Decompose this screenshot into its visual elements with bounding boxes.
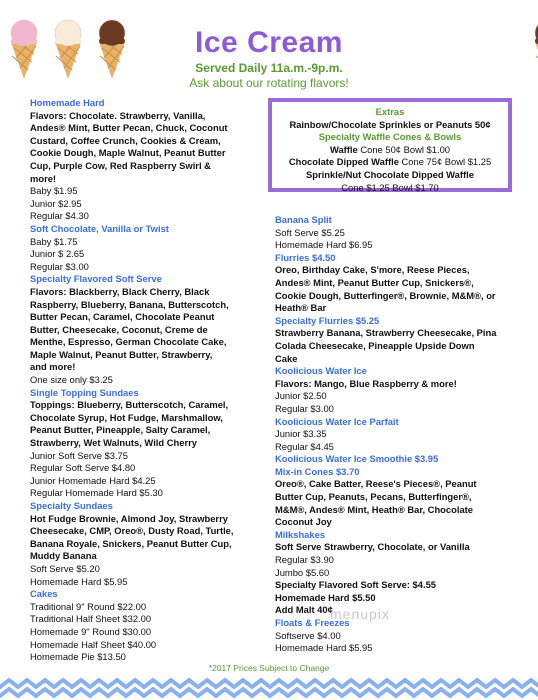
menu-line: Soft Serve $5.25 [275, 226, 345, 238]
menu-line: Raspberry, Blueberry, Banana, Butterscotch, [30, 298, 229, 310]
menu-line: Butter Cup, Peanuts, Pecans, Butterfinger®, [275, 491, 472, 503]
menu-line: Regular $4.30 [30, 210, 89, 222]
extras-box [268, 98, 512, 192]
extras-line-rest: Cone 75¢ Bowl $1.25 [398, 156, 492, 168]
menu-line: Andes® Mint, Butter Pecan, Chuck, Coconut [30, 122, 228, 134]
menu-line: Cake [275, 352, 298, 364]
menu-line: Homemade Half Sheet $40.00 [30, 638, 157, 650]
menu-line: M&M®, Andes® Mint, Heath® Bar, Chocolate [275, 503, 473, 515]
menu-line: Homemade Pie $13.50 [30, 651, 126, 663]
menu-line: Flavors: Mango, Blue Raspberry & more! [275, 377, 457, 389]
section-heading: Flurries $4.50 [275, 251, 336, 263]
menu-line: Junior $3.35 [275, 428, 327, 440]
menu-line: Soft Serve Strawberry, Chocolate, or Vanilla [275, 541, 470, 553]
extras-line: Rainbow/Chocolate Sprinkles or Peanuts 50¢ [289, 118, 491, 130]
menu-line: Butter, Cheesecake, Coconut, Creme de [30, 323, 208, 335]
menu-line: Maple Walnut, Peanut Butter, Strawberry, [30, 348, 213, 360]
menu-left-column [30, 97, 242, 664]
menu-line: Cookie Dough, Maple Walnut, Peanut Butter [30, 147, 226, 159]
menu-line: Baby $1.95 [30, 185, 78, 197]
menu-line: Regular $4.45 [275, 440, 334, 452]
menu-line: Hot Fudge Brownie, Almond Joy, Strawberry [30, 512, 228, 524]
menu-line: and more! [30, 361, 76, 373]
menu-line: Junior $ 2.65 [30, 248, 85, 260]
section-heading: Specialty Flurries $5.25 [275, 314, 380, 326]
menu-line: Heath® Bar [275, 302, 327, 314]
extras-line: Sprinkle/Nut Chocolate Dipped Waffle [306, 168, 474, 180]
extras-title: Extras [375, 106, 405, 117]
section-heading: Banana Split [275, 214, 332, 225]
menu-line: Homemade Hard $6.95 [275, 239, 373, 251]
menu-line: Flavors: Chocolate. Strawberry, Vanilla, [30, 109, 206, 121]
menu-line: Cheesecake, CMP, Oreo®, Dusty Road, Turtle, [30, 525, 234, 537]
menu-line: Custard, Coffee Crunch, Cookies & Cream, [30, 134, 221, 146]
extras-line-bold: Waffle [329, 143, 358, 155]
price-footnote: *2017 Prices Subject to Change [208, 663, 330, 673]
menu-line: Cookie Dough, Butterfinger®, Brownie, M&M®, or [275, 289, 496, 301]
menu-line: Traditional Half Sheet $32.00 [30, 613, 152, 625]
menu-line: Jumbo $5.60 [275, 566, 330, 578]
menu-line: Regular $3.90 [275, 554, 334, 566]
page-title: Ice Cream [195, 26, 343, 59]
menu-line: Regular Soft Serve $4.80 [30, 462, 136, 474]
section-heading: Koolicious Water Ice Smoothie $3.95 [275, 453, 439, 465]
zigzag-line [0, 680, 538, 687]
extras-line-bold: Chocolate Dipped Waffle [288, 156, 399, 168]
menu-line: Traditional 9" Round $22.00 [30, 600, 147, 612]
section-heading: Milkshakes [275, 528, 326, 540]
section-heading: Specialty Flavored Soft Serve [30, 273, 162, 285]
menu-line: Specialty Flavored Soft Serve: $4.55 [275, 579, 437, 591]
menu-line: Homemade Hard $5.50 [275, 591, 376, 603]
menu-line: One size only $3.25 [30, 374, 113, 386]
menu-line: Banana Royale, Snickers, Peanut Butter Cup, [30, 537, 232, 549]
menu-line: Soft Serve $5.20 [30, 562, 100, 574]
menu-line: Cup, Purple Cow, Red Raspberry Swirl & [30, 159, 211, 171]
section-heading: Homemade Hard [30, 97, 105, 108]
served-hours: Served Daily 11a.m.-9p.m. [195, 61, 343, 75]
section-heading: Specialty Sundaes [30, 500, 113, 511]
menu-line: Menthe, Espresso, German Chocolate Cake, [30, 336, 227, 348]
extras-lines [272, 119, 508, 195]
zigzag-line [0, 689, 538, 696]
menu-line: Regular Homemade Hard $5.30 [30, 487, 163, 499]
section-heading: Mix-in Cones $3.70 [275, 465, 360, 477]
menu-line: Oreo, Birthday Cake, S'more, Reese Pieces, [275, 264, 470, 276]
menu-line: Baby $1.75 [30, 235, 78, 247]
menu-line: Homemade 9" Round $30.00 [30, 625, 152, 637]
extras-line [272, 156, 508, 169]
section-heading: Floats & Freezes [275, 617, 350, 628]
section-heading: Single Topping Sundaes [30, 386, 139, 398]
menu-line: Butter Pecan, Caramel, Chocolate Peanut [30, 311, 215, 323]
menu-line: Junior $2.50 [275, 390, 327, 402]
zigzag-border [0, 676, 538, 700]
section-heading: Soft Chocolate, Vanilla or Twist [30, 222, 169, 234]
menu-line: Junior Homemade Hard $4.25 [30, 474, 156, 486]
menu-line: Oreo®, Cake Batter, Reese's Pieces®, Peanut [275, 478, 477, 490]
extras-line-rest: Cone 50¢ Bowl $1.00 [357, 143, 451, 155]
menu-line: Colada Cheesecake, Pineapple Upside Down [275, 339, 475, 351]
menu-line: Peanut Butter, Pineapple, Salty Caramel, [30, 424, 211, 436]
menu-line: Chocolate Syrup, Hot Fudge, Marshmallow, [30, 411, 223, 423]
extras-line: Cone $1.25 Bowl $1.70 [341, 181, 439, 193]
menu-line: Coconut Joy [275, 516, 332, 528]
menu-line: more! [30, 172, 57, 184]
menu-right-column [275, 214, 511, 655]
section-heading: Koolicious Water Ice Parfait [275, 415, 399, 427]
menu-line: Toppings: Blueberry, Butterscotch, Caramel, [30, 399, 229, 411]
watermark-logo: menupix [330, 606, 390, 622]
rotating-flavors-note: Ask about our rotating flavors! [189, 76, 349, 90]
section-heading: Koolicious Water Ice [275, 365, 367, 377]
menu-line: Strawberry, Wet Walnuts, Wild Cherry [30, 437, 197, 449]
menu-line: Strawberry Banana, Strawberry Cheesecake, Pina [275, 327, 497, 339]
menu-line: Junior Soft Serve $3.75 [30, 449, 128, 461]
extras-line [272, 144, 508, 157]
extras-line: Specialty Waffle Cones & Bowls [318, 131, 462, 143]
menu-line: Softserve $4.00 [275, 629, 341, 641]
section-heading: Cakes [30, 588, 58, 600]
menu-line: Junior $2.95 [30, 197, 82, 209]
menu-line: Homemade Hard $5.95 [275, 642, 373, 654]
menu-line: Regular $3.00 [275, 402, 334, 414]
menu-line: Add Malt 40¢ [275, 604, 333, 616]
menu-line: Muddy Banana [30, 550, 97, 562]
menu-line: Homemade Hard $5.95 [30, 575, 128, 587]
menu-line: Flavors: Blackberry, Black Cherry, Black [30, 285, 210, 297]
menu-line: Regular $3.00 [30, 260, 89, 272]
menu-line: Andes® Mint, Peanut Butter Cup, Snickers®, [275, 276, 474, 288]
